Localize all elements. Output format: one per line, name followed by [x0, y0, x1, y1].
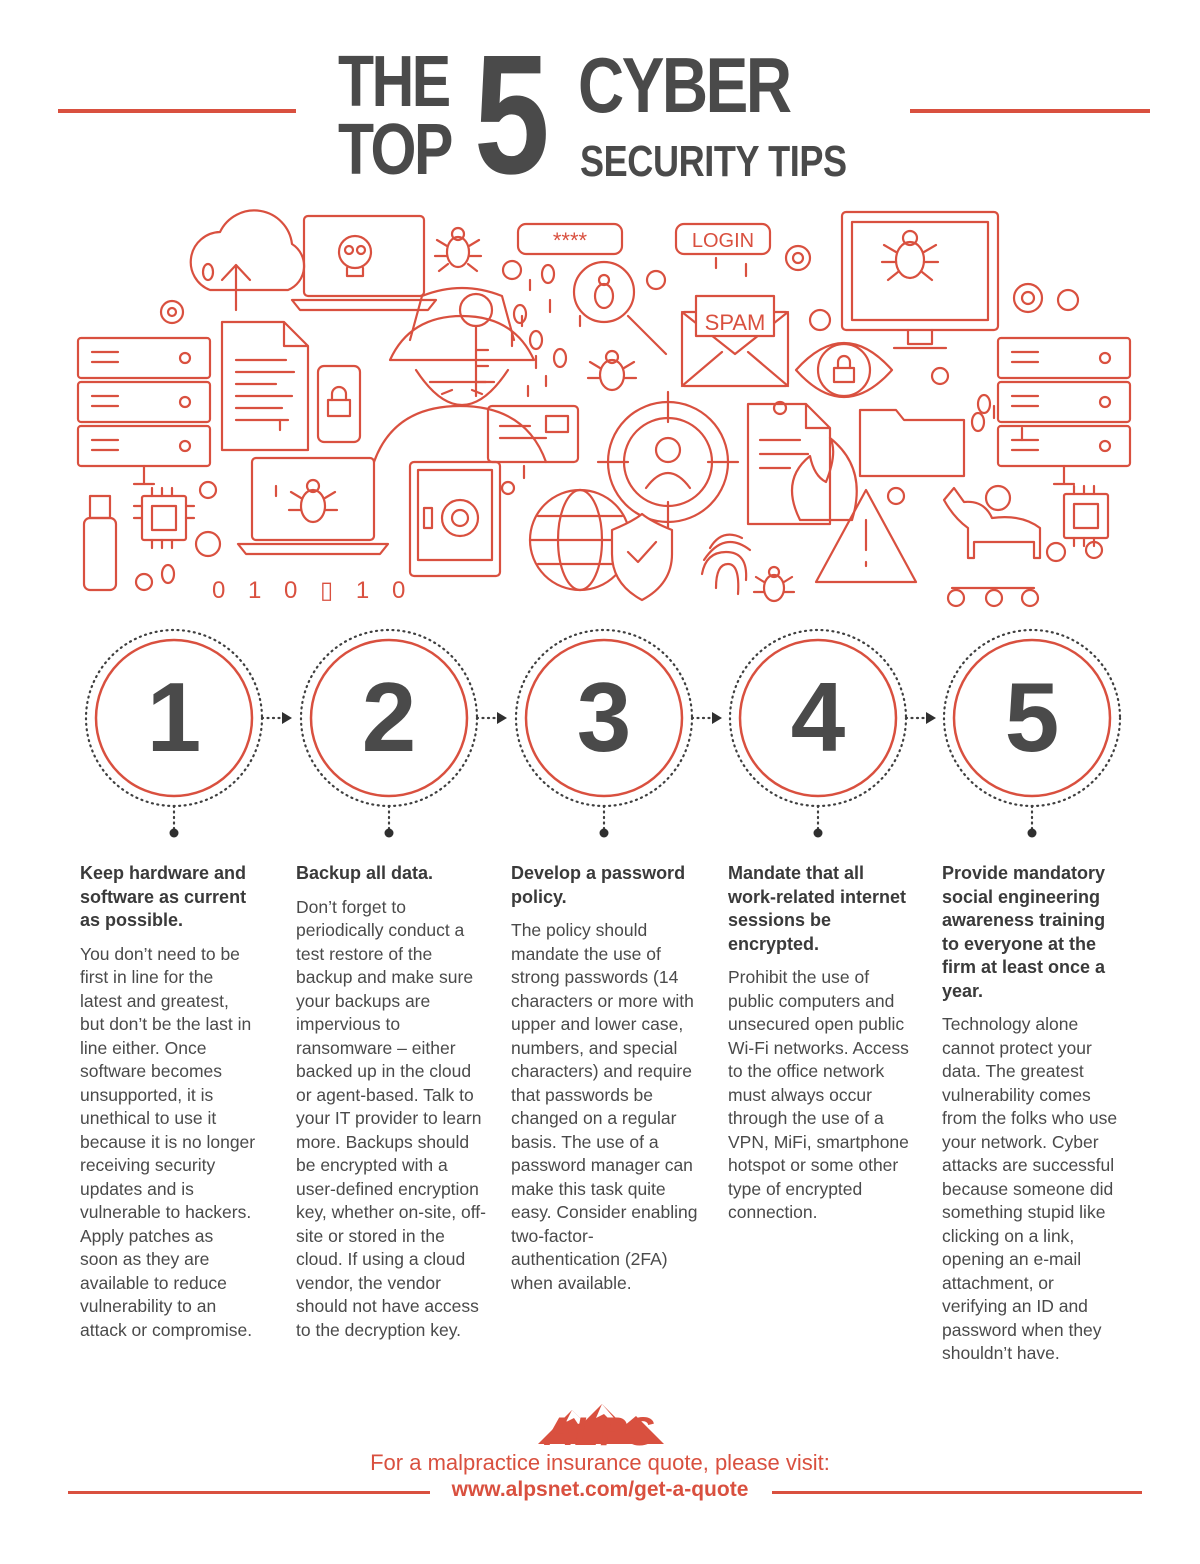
- step-connector-lines: [174, 806, 1032, 830]
- arrow-right-icon: [926, 712, 936, 724]
- tip-4-body: Prohibit the use of public computers and unsecured open public Wi-Fi networks. Access to the office network must always occur through the use of a VPN, MiFi, smartphone hotspot or some other type of encrypted connection.: [728, 967, 909, 1222]
- safe-icon: [410, 462, 500, 576]
- skull-laptop-icon: [292, 216, 436, 310]
- step-4-dot: [814, 829, 823, 838]
- eye-lock-icon: [796, 343, 892, 397]
- tip-5: [942, 862, 1120, 1366]
- tip-5-heading: Provide mandatory social engineering awareness training to everyone at the firm at least once a year.: [942, 863, 1106, 1001]
- tip-4: [728, 862, 914, 1225]
- step-3-dot: [600, 829, 609, 838]
- bug-icon: [754, 567, 794, 601]
- title-top: TOP: [338, 110, 451, 190]
- step-1-dot: [170, 829, 179, 838]
- tip-2: [296, 862, 490, 1342]
- monitor-icon: [842, 212, 998, 348]
- tip-1-heading: Keep hardware and software as current as possible.: [80, 863, 247, 930]
- arrow-right-icon: [282, 712, 292, 724]
- magnifier-bug-icon: [574, 262, 666, 354]
- step-5-dot: [1028, 829, 1037, 838]
- binary-row-text: 0 1 0 ▯ 1 0: [212, 577, 414, 604]
- password-mask-text: ****: [552, 228, 588, 253]
- title-security-tips: SECURITY TIPS: [580, 137, 847, 186]
- title-the: THE: [338, 42, 449, 122]
- tip-3: [511, 862, 701, 1295]
- title-rule-right: [910, 109, 1150, 113]
- footer-url-link[interactable]: www.alpsnet.com/get-a-quote: [451, 1478, 749, 1501]
- tip-3-heading: Develop a password policy.: [511, 863, 686, 907]
- burning-document-icon: [748, 404, 857, 524]
- tip-3-body: The policy should mandate the use of strong passwords (14 characters or more with upper and lower case, numbers, and special characters) and require that passwords be changed on a regular basis. The use of a password manager can make this task quite easy. Consider enabling two-factor-authentication (2FA) when available.: [511, 920, 698, 1293]
- title-cyber: CYBER: [578, 41, 790, 129]
- trojan-horse-icon: [944, 488, 1040, 606]
- target-user-icon: [598, 392, 738, 532]
- tip-1: [80, 862, 256, 1342]
- tip-2-heading: Backup all data.: [296, 863, 434, 883]
- arrow-right-icon: [712, 712, 722, 724]
- usb-drive-icon: [84, 496, 116, 590]
- key-icon: [460, 294, 492, 396]
- binary-digits: [162, 258, 1022, 583]
- tip-5-body: Technology alone cannot protect your data. The greatest vulnerability comes from the folks who use your network. Cyber attacks are successful because someone did something stupid like clicking on a link, opening an e-mail attachment, or verifying an ID and password when they shouldn’t have.: [942, 1014, 1118, 1363]
- cyber-security-illustration: [60, 200, 1150, 620]
- title-number: 5: [474, 20, 550, 210]
- step-5-number: 5: [1004, 662, 1060, 772]
- step-4-number: 4: [790, 662, 846, 772]
- document-icon: [222, 322, 308, 450]
- server-rack-icon: [78, 338, 210, 484]
- laptop-bug-icon: [238, 458, 388, 554]
- microchip-icon: [1064, 486, 1108, 546]
- alps-logo-text: ALPS: [544, 1410, 656, 1454]
- step-2-dot: [385, 829, 394, 838]
- cloud-upload-icon: [191, 210, 304, 310]
- login-text: LOGIN: [691, 230, 755, 252]
- step-3-number: 3: [576, 662, 632, 772]
- tip-1-body: You don’t need to be first in line for the latest and greatest, but don’t be the last in line either. Once software becomes unsupported, it is unethical to use it because it is no longer receiving security updates and is vulnerable to hackers. Apply patches as soon as they are available to reduce vulnerability to an attack or compromise.: [80, 943, 256, 1340]
- fingerprint-icon: [702, 535, 750, 594]
- step-1-number: 1: [146, 662, 202, 772]
- server-rack-icon: [998, 338, 1130, 484]
- folder-icon: [860, 410, 964, 476]
- globe-shield-icon: [530, 490, 672, 600]
- step-2-number: 2: [361, 662, 417, 772]
- tip-4-heading: Mandate that all work-related internet sessions be encrypted.: [728, 863, 907, 954]
- footer-quote-line: For a malpractice insurance quote, please visit:: [370, 1450, 830, 1475]
- microchip-icon: [134, 488, 194, 548]
- bug-icon: [588, 351, 636, 390]
- tip-2-body: Don’t forget to periodically conduct a test restore of the backup and make sure your backups are impervious to ransomware – either backed up in the cloud or agent-based. Talk to your IT provider to learn more. Backups should be encrypted with a user-defined encryption key, whether on-site, off-site or stored in the cloud. If using a cloud vendor, the vendor should not have access to the decryption key.: [296, 896, 486, 1340]
- bug-icon: [435, 228, 481, 271]
- arrow-right-icon: [497, 712, 507, 724]
- title-rule-left: [58, 109, 296, 113]
- spam-text: SPAM: [704, 310, 766, 335]
- phone-lock-icon: [318, 366, 360, 442]
- bug-icon: [882, 231, 938, 280]
